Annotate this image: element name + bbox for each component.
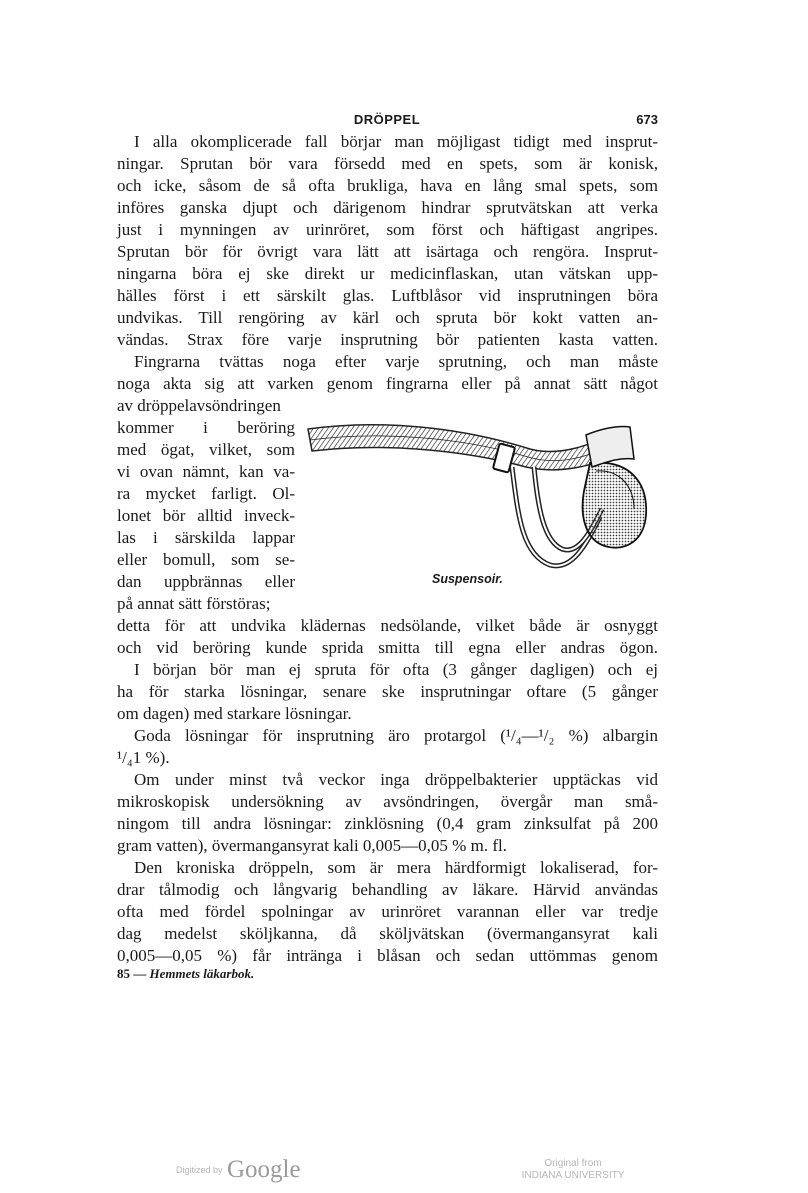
text-line: på annat sätt förstöras;: [117, 594, 271, 613]
text-line: ningar. Sprutan bör vara försedd med en spets, som är konisk,: [117, 154, 658, 173]
original-from-text: Original from: [544, 1158, 602, 1169]
text-line: vi ovan nämnt, kan va-: [117, 462, 295, 481]
book-title: Hemmets läkarbok.: [149, 966, 255, 981]
text-line: Den kroniska dröppeln, som är mera härdformigt lokaliserad, for-: [134, 858, 658, 877]
text-line: vändas. Strax före varje insprutning bör patienten kasta vatten.: [117, 330, 658, 349]
text-line: ha för starka lösningar, senare ske insprutningar oftare (5 gånger: [117, 682, 658, 701]
text-line: och vid beröring kunde sprida smitta till egna eller andras ögon.: [117, 638, 658, 657]
text-line: Fingrarna tvättas noga efter varje sprutning, och man måste: [134, 352, 658, 371]
digitized-by-watermark: [176, 1156, 301, 1184]
institution-name: INDIANA UNIVERSITY: [521, 1170, 625, 1181]
text-line: drar tålmodig och långvarig behandling av läkare. Härvid användas: [117, 880, 658, 899]
figure-caption: Suspensoir.: [432, 572, 503, 586]
original-from-watermark: [518, 1158, 628, 1182]
text-line: noga akta sig att varken genom fingrarna eller på annat sätt något: [117, 374, 658, 393]
text-line: av dröppelavsöndringen: [117, 396, 281, 415]
footer-signature: [117, 966, 254, 982]
text-line: mikroskopisk undersökning av avsöndringen, övergår man små-: [117, 792, 658, 811]
text-line: ra mycket farligt. Ol-: [117, 484, 295, 503]
signature-number: 85 —: [117, 966, 147, 981]
text-line: las i särskilda lappar: [117, 528, 295, 547]
text-line: ofta med fördel spolningar av urinröret varannan eller var tredje: [117, 902, 658, 921]
text-line: och icke, såsom de så ofta brukliga, hava en lång smal spets, som: [117, 176, 658, 195]
text-line: med ögat, vilket, som: [117, 440, 295, 459]
text-line: gram vatten), övermangansyrat kali 0,005—0,05 % m. fl.: [117, 836, 507, 855]
google-logo: Google: [226, 1156, 301, 1183]
text-line: eller bomull, som se-: [117, 550, 295, 569]
text-line: ningom till andra lösningar: zinklösning (0,4 gram zinksulfat på 200: [117, 814, 658, 833]
text-line: I alla okomplicerade fall börjar man möjligast tidigt med insprut-: [134, 132, 658, 151]
text-line: Om under minst två veckor inga dröppelbakterier upptäckas vid: [134, 770, 658, 789]
text-line: införes ganska djupt och därigenom hindrar sprutvätskan att verka: [117, 198, 658, 217]
digitized-by-text: Digitized by: [176, 1165, 223, 1175]
text-line: ¹/₄1 %).: [117, 748, 170, 767]
text-line: dan uppbrännas eller: [117, 572, 295, 591]
text-line: 0,005—0,05 %) får inträngа i blåsan och sedan uttömmas genom: [117, 946, 658, 965]
text-line: just i mynningen av urinröret, som först och häftigast angripes.: [117, 220, 658, 239]
text-line: hälles först i ett särskilt glas. Luftblåsor vid insprutningen böra: [117, 286, 658, 305]
text-line: I början bör man ej spruta för ofta (3 gånger dagligen) och ej: [134, 660, 658, 679]
text-line: lonet bör alltid inveck-: [117, 506, 295, 525]
text-line: ningarna böra ej ske direkt ur medicinflaskan, utan vätskan upp-: [117, 264, 658, 283]
text-line: dag medelst sköljkanna, då sköljvätskan (övermangansyrat kali: [117, 924, 658, 943]
running-header: [116, 112, 658, 132]
text-line: Goda lösningar för insprutning äro protargol (¹/₄—¹/₂ %) albargin: [134, 726, 658, 745]
page-number: 673: [636, 112, 658, 127]
text-line: Sprutan bör för övrigt vara lätt att isärtaga och rengöra. Insprut-: [117, 242, 658, 261]
text-line: om dagen) med starkare lösningar.: [117, 704, 352, 723]
running-title: DRÖPPEL: [353, 112, 421, 127]
text-line: undvikas. Till rengöring av kärl och spruta bör kokt vatten an-: [117, 308, 658, 327]
text-line: kommer i beröring: [117, 418, 295, 437]
text-line: detta för att undvika klädernas nedsölande, vilket både är osnyggt: [117, 616, 658, 635]
